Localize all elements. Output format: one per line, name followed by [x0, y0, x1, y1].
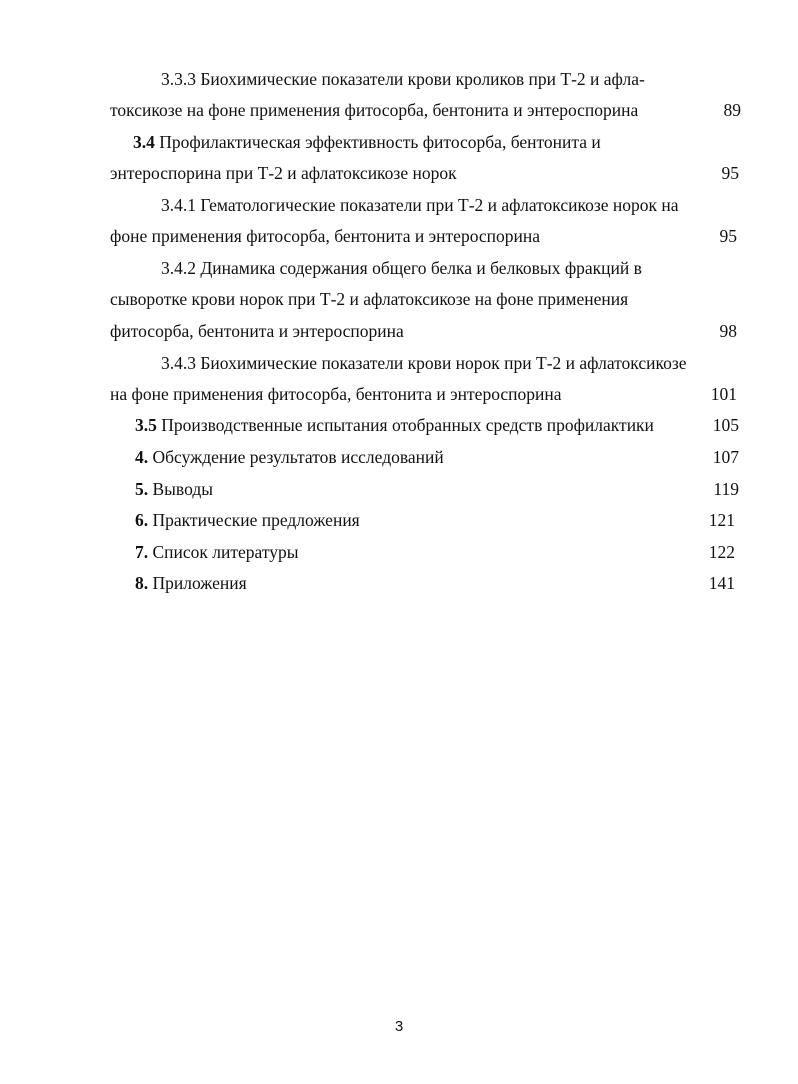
toc-entry-3-4-line-1: [133, 131, 601, 153]
toc-entry-6-title: Практические предложения: [148, 510, 360, 530]
toc-entry-3-4-3-page: 101: [710, 384, 737, 404]
toc-entry-4-line: [135, 446, 444, 468]
toc-entry-3-5-title: Производственные испытания отобранных средств профилактики: [156, 415, 654, 435]
toc-entry-5-page: 119: [713, 479, 739, 499]
toc-entry-5-title: Выводы: [148, 479, 213, 499]
toc-entry-3-4-3-line-1: 3.4.3 Биохимические показатели крови норок при Т-2 и афлатоксикозе: [161, 353, 687, 373]
toc-entry-3-4-1-page: 95: [719, 226, 737, 246]
toc-entry-3-5-line: [135, 414, 654, 436]
toc-entry-7-page: 122: [708, 542, 735, 562]
toc-entry-3-4-line-2: энтероспорина при Т-2 и афлатоксикозе норок: [110, 163, 457, 183]
toc-entry-3-4-2-line-3: фитосорба, бентонита и энтероспорина: [110, 321, 404, 341]
page-number: 3: [394, 1018, 404, 1035]
toc-entry-7-title: Список литературы: [148, 542, 299, 562]
toc-entry-8-number: 8.: [135, 573, 149, 593]
toc-entry-5-number: 5.: [135, 479, 149, 499]
toc-entry-3-4-2-line-2: сыворотке крови норок при Т-2 и афлатоксикозе на фоне применения: [110, 289, 629, 309]
toc-entry-3-3-3-line-1: 3.3.3 Биохимические показатели крови кроликов при Т-2 и афла-: [161, 69, 645, 89]
toc-entry-3-3-3-page: 89: [723, 100, 741, 120]
toc-entry-5-line: [135, 478, 213, 500]
toc-entry-3-4-2-page: 98: [719, 321, 737, 341]
toc-entry-6-number: 6.: [135, 510, 149, 530]
toc-entry-8-page: 141: [708, 573, 735, 593]
toc-entry-7-number: 7.: [135, 542, 149, 562]
toc-entry-4-number: 4.: [135, 447, 149, 467]
toc-entry-8-title: Приложения: [148, 573, 247, 593]
toc-entry-3-4-3-line-2: на фоне применения фитосорба, бентонита и энтероспорина: [110, 384, 562, 404]
toc-entry-6-page: 121: [708, 510, 735, 530]
toc-entry-3-5-page: 105: [712, 415, 739, 435]
toc-entry-4-title: Обсуждение результатов исследований: [148, 447, 444, 467]
toc-entry-3-4-2-line-1: 3.4.2 Динамика содержания общего белка и белковых фракций в: [161, 258, 642, 278]
toc-entry-3-4-page: 95: [721, 163, 739, 183]
toc-entry-3-4-title: Профилактическая эффективность фитосорба, бентонита и: [154, 132, 601, 152]
toc-entry-4-page: 107: [712, 447, 739, 467]
toc-entry-7-line: [135, 541, 299, 563]
toc-entry-8-line: [135, 572, 247, 594]
toc-entry-6-line: [135, 509, 360, 531]
toc-entry-3-4-1-line-1: 3.4.1 Гематологические показатели при Т-2 и афлатоксикозе норок на: [161, 195, 679, 215]
toc-entry-3-4-number: 3.4: [133, 132, 155, 152]
toc-entry-3-3-3-line-2: токсикозе на фоне применения фитосорба, бентонита и энтероспорина: [110, 100, 639, 120]
toc-entry-3-5-number: 3.5: [135, 415, 157, 435]
toc-entry-3-4-1-line-2: фоне применения фитосорба, бентонита и энтероспорина: [110, 226, 541, 246]
